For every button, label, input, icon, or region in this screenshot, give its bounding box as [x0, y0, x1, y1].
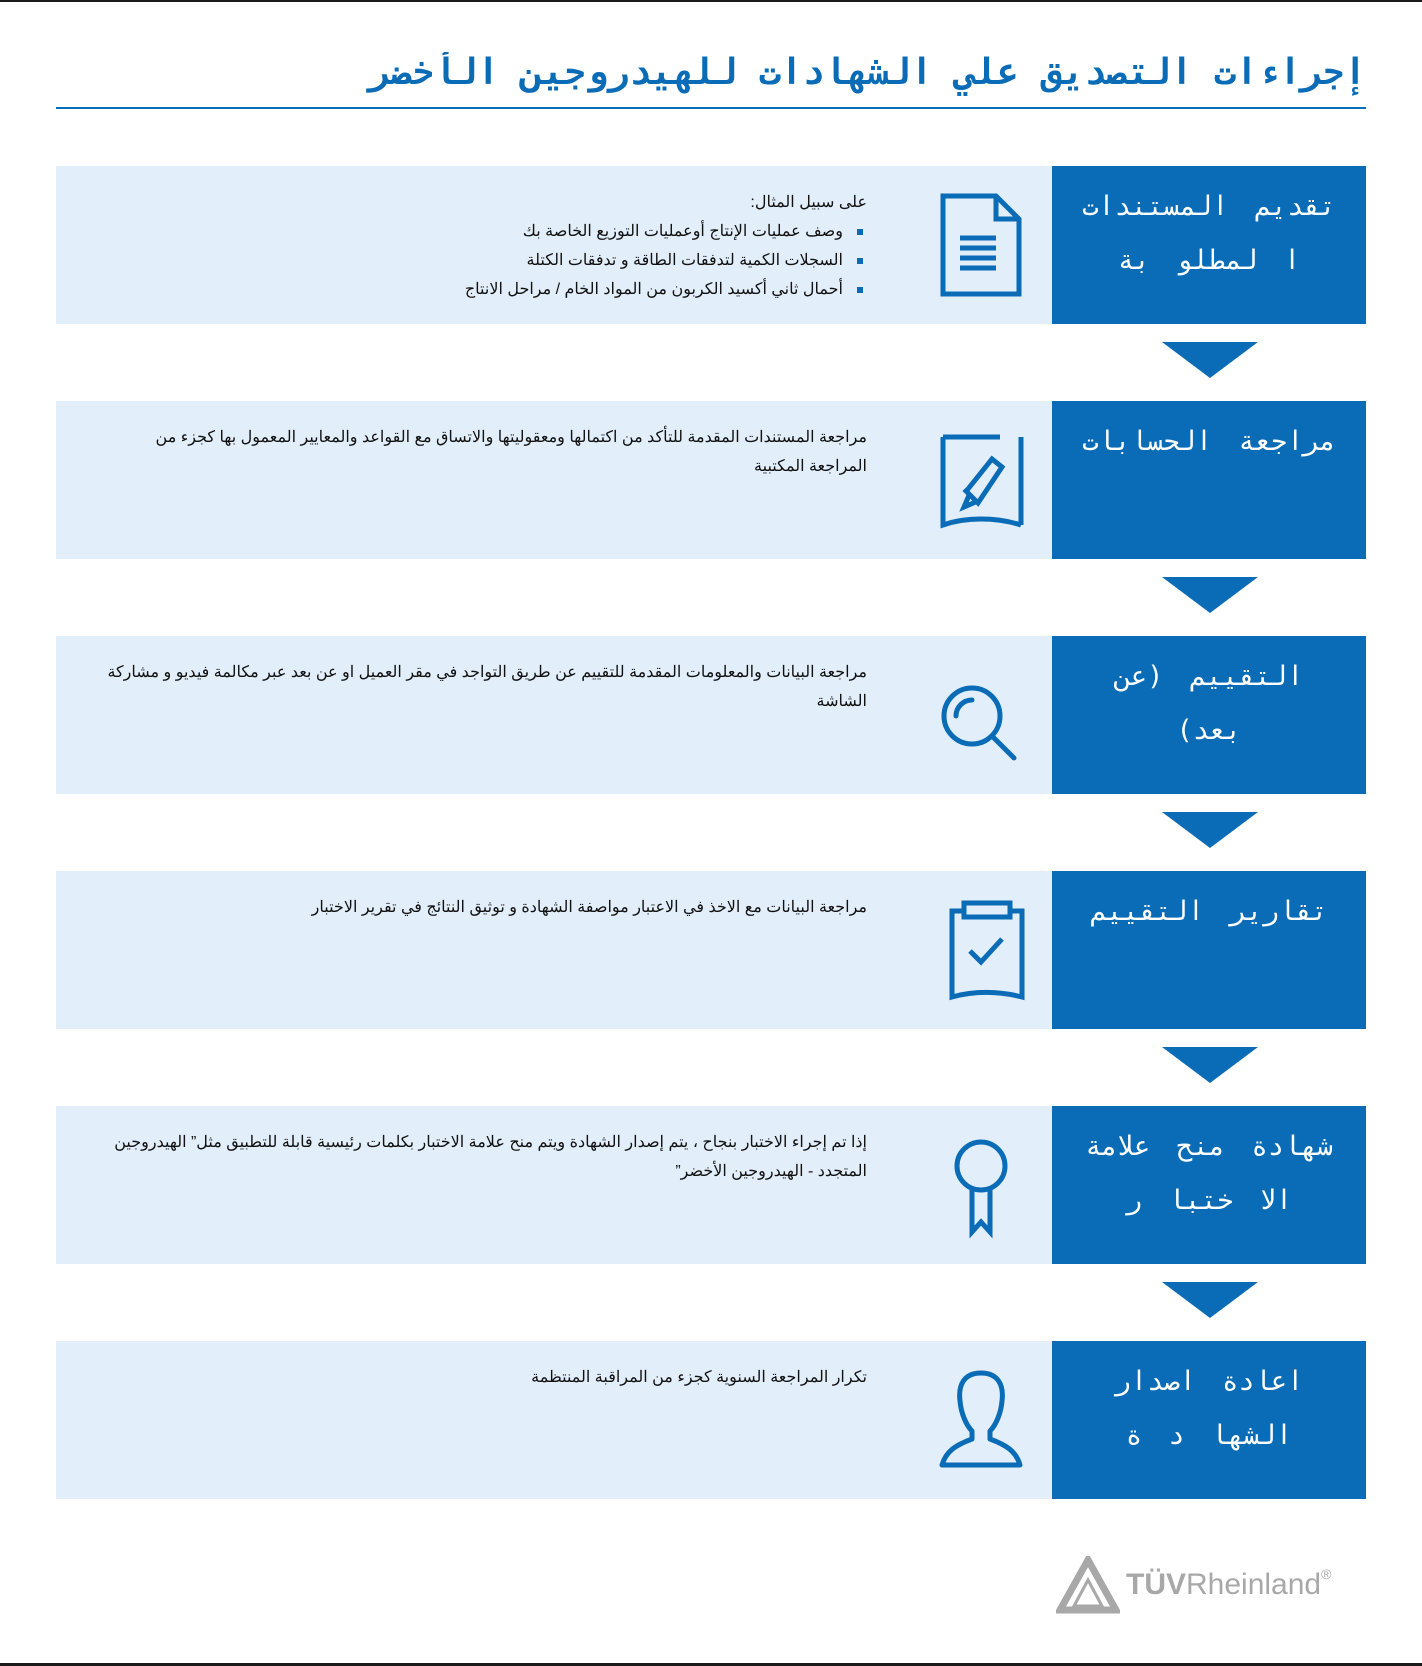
bullet-item: السجلات الكمية لتدفقات الطاقة و تدفقات الكتلة — [107, 246, 867, 275]
top-border — [0, 0, 1422, 2]
step-label: اعادة اصدار الشها د ة — [1052, 1341, 1366, 1499]
step-assessment — [56, 636, 1366, 794]
step-label: تقديم المستندات ا لمطلو بة — [1052, 166, 1366, 324]
step-description: مراجعة البيانات والمعلومات المقدمة للتقييم عن طريق التواجد في مقر العميل او عن بعد عبر مكالمة فيديو و مشاركة الشاشة — [107, 664, 867, 710]
tuv-rheinland-logo — [1056, 1556, 1368, 1616]
down-arrow-icon — [1162, 1282, 1258, 1318]
step-reissue-certificate — [56, 1341, 1366, 1499]
process-steps — [56, 166, 1366, 1576]
down-arrow-icon — [1162, 342, 1258, 378]
step-certificate-mark — [56, 1106, 1366, 1264]
person-icon — [926, 1365, 1036, 1475]
step-audit-review — [56, 401, 1366, 559]
step-description — [107, 188, 867, 304]
step-submit-documents — [56, 166, 1366, 324]
bullet-item: وصف عمليات الإنتاج أوعمليات التوزيع الخاصة بك — [107, 217, 867, 246]
step-intro: على سبيل المثال: — [750, 194, 867, 211]
step-description: مراجعة المستندات المقدمة للتأكد من اكتمالها ومعقوليتها والاتساق مع القواعد والمعايير المعمول بها كجزء من المراجعة المكتبية — [155, 429, 867, 475]
clipboard-check-icon — [926, 895, 1036, 1005]
down-arrow-icon — [1162, 577, 1258, 613]
step-description: إذا تم إجراء الاختبار بنجاح ، يتم إصدار الشهادة ويتم منح علامة الاختبار بكلمات رئيسية قابلة للتطبيق مثل” الهيدروجين المتجدد - الهيدروجين الأخضر” — [114, 1134, 867, 1180]
bullet-item: أحمال ثاني أكسيد الكربون من المواد الخام / مراحل الانتاج — [107, 275, 867, 304]
edit-check-icon — [926, 425, 1036, 535]
magnifier-icon — [926, 660, 1036, 770]
step-label: شهادة منح علامة الا ختبا ر — [1052, 1106, 1366, 1264]
title-underline — [56, 107, 1366, 109]
down-arrow-icon — [1162, 1047, 1258, 1083]
step-description: تكرار المراجعة السنوية كجزء من المراقبة المنتظمة — [531, 1369, 867, 1386]
step-label: مراجعة الحسابات — [1052, 401, 1366, 559]
step-assessment-reports — [56, 871, 1366, 1029]
document-icon — [926, 190, 1036, 300]
logo-wordmark: TÜVRheinland® — [1126, 1566, 1332, 1601]
step-label: تقارير التقييم — [1052, 871, 1366, 1029]
page-title: إجراءات التصديق علي الشهادات للهيدروجين الأخضر — [369, 52, 1366, 93]
down-arrow-icon — [1162, 812, 1258, 848]
step-description: مراجعة البيانات مع الاخذ في الاعتبار مواصفة الشهادة و توثيق النتائج في تقرير الاختبار — [311, 899, 867, 916]
step-label: التقييم (عن بعد) — [1052, 636, 1366, 794]
award-icon — [926, 1130, 1036, 1240]
triangle-logo-icon — [1056, 1556, 1120, 1616]
bullet-list — [107, 217, 867, 304]
